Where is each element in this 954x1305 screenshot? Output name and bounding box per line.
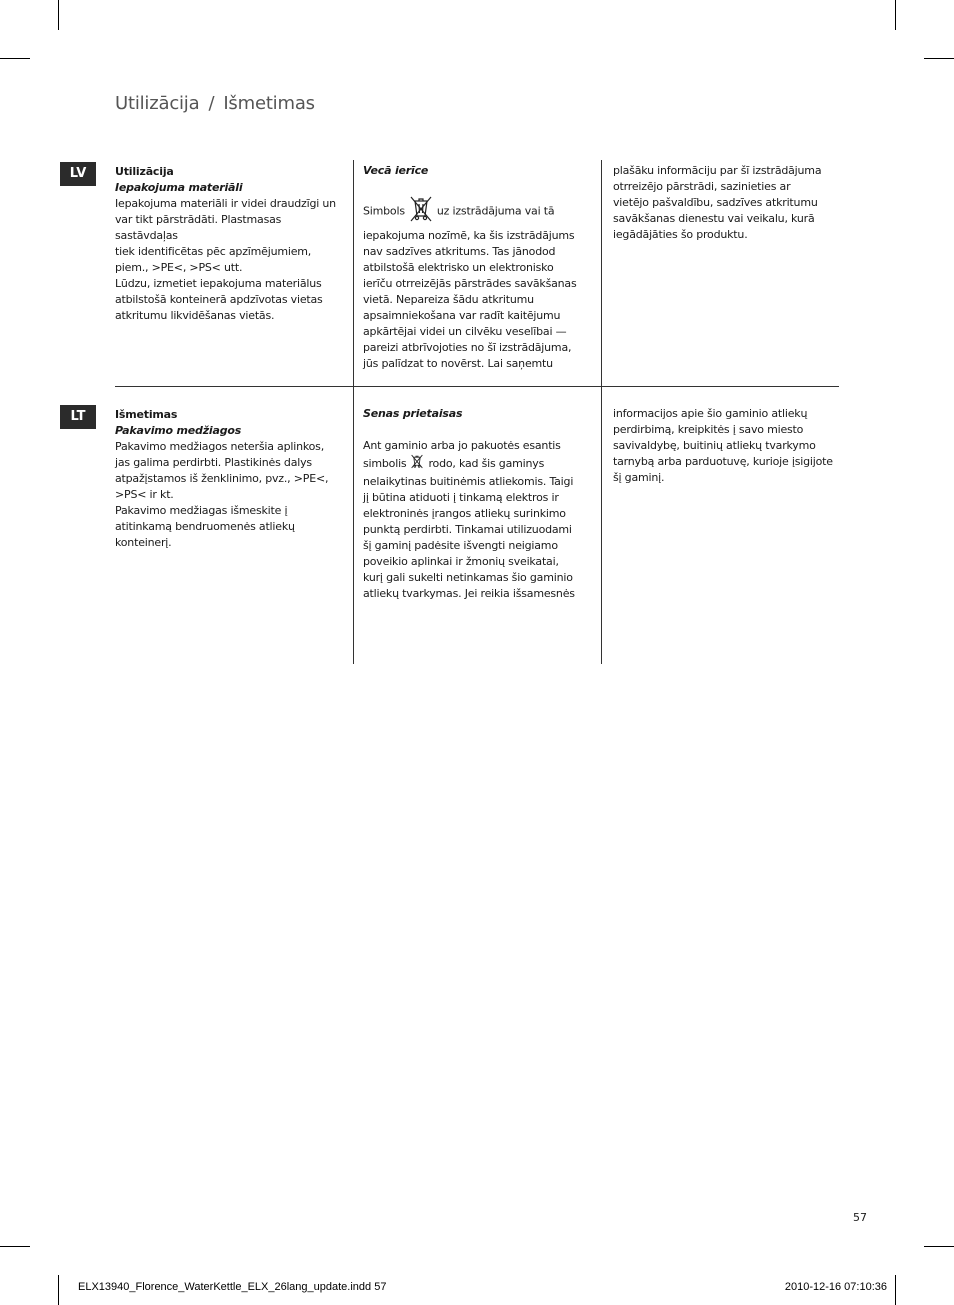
text-line: konteinerį. (115, 536, 172, 549)
section-heading: Išmetimas (115, 408, 178, 421)
crop-mark (924, 58, 954, 59)
crop-mark (58, 0, 59, 30)
symbol-line (363, 454, 591, 474)
crop-mark (0, 1246, 30, 1247)
crossed-bin-icon (410, 454, 424, 474)
text-line: kurį gali sukelti netinkamas šio gaminio (363, 571, 573, 584)
text-line: Ant gaminio arba jo pakuotės esantis (363, 439, 561, 452)
text-line: šį gaminį. (613, 471, 665, 484)
text-fragment: rodo, kad šis gaminys (428, 457, 545, 470)
text-line: atitinkamą bendruomenės atliekų (115, 520, 295, 533)
text-line: elektroninės įrangos atliekų surinkimo (363, 507, 566, 520)
column-divider (353, 160, 354, 386)
text-line: savākšanas dienestu vai veikalu, kurā (613, 212, 815, 225)
text-line: plašāku informāciju par šī izstrādājuma (613, 164, 822, 177)
text-line: apkārtējai videi un cilvēku veselībai — (363, 325, 567, 338)
text-line: informacijos apie šio gaminio atliekų (613, 407, 808, 420)
text-fragment: Simbols (363, 204, 405, 218)
page-number: 57 (853, 1211, 867, 1224)
text-line: poveikio aplinkai ir žmonių sveikatai, (363, 555, 559, 568)
text-line: Iepakojuma materiāli ir videi draudzīgi un (115, 197, 336, 210)
text-line: tiek identificētas pēc apzīmējumiem, (115, 245, 312, 258)
text-line: jį būtina atiduoti į tinkamą elektros ir (363, 491, 559, 504)
section-subheading: Pakavimo medžiagos (115, 424, 242, 437)
text-line: atkritumu likvidēšanas vietās. (115, 309, 275, 322)
text-line: >PS< ir kt. (115, 488, 174, 501)
text-line: punktą perdirbti. Tinkamai utilizuodami (363, 523, 572, 536)
section-subheading: Vecā ierīce (363, 164, 429, 177)
crossed-bin-icon (409, 195, 433, 228)
text-line: nelaikytinas buitinėmis atliekomis. Taigi (363, 475, 574, 488)
symbol-line (363, 195, 591, 228)
text-line: atbilstošā konteinerā apdzīvotas vietas (115, 293, 323, 306)
lt-column-2 (363, 406, 591, 602)
text-line: otrreizējo pārstrādi, sazinieties ar (613, 180, 791, 193)
lt-column-3 (613, 406, 841, 486)
text-line: jas galima perdirbti. Plastikinės dalys (115, 456, 312, 469)
text-line: atliekų tvarkymas. Jei reikia išsamesnės (363, 587, 575, 600)
crop-mark (895, 1275, 896, 1305)
column-divider (353, 387, 354, 664)
crop-mark (0, 58, 30, 59)
text-line: ierīču otrreizējās pārstrādes savākšanas (363, 277, 577, 290)
text-line: apsaimniekošana var radīt kaitējumu (363, 309, 561, 322)
text-line: savivaldybę, buitinių atliekų tvarkymo (613, 439, 816, 452)
text-line: vietā. Nepareiza šādu atkritumu (363, 293, 534, 306)
crop-mark (895, 0, 896, 30)
title-left: Utilizācija (115, 93, 200, 114)
text-line: piem., >PE<, >PS< utt. (115, 261, 243, 274)
text-line: perdirbimą, kreipkitės į savo miesto (613, 423, 804, 436)
title-separator: / (208, 93, 215, 114)
language-badge-lv: LV (60, 162, 96, 186)
language-badge-lt: LT (60, 405, 96, 429)
text-line: Pakavimo medžiagas išmeskite į (115, 504, 288, 517)
lt-column-1 (115, 407, 343, 551)
text-line: var tikt pārstrādāti. Plastmasas sastāvdaļas (115, 213, 282, 242)
text-line: šį gaminį padėsite išvengti neigiamo (363, 539, 558, 552)
lv-column-2 (363, 163, 591, 372)
footer-filename: ELX13940_Florence_WaterKettle_ELX_26lang_update.indd 57 (78, 1281, 387, 1293)
section-subheading: Senas prietaisas (363, 407, 463, 420)
section-subheading: Iepakojuma materiāli (115, 181, 243, 194)
text-fragment: simbolis (363, 457, 407, 470)
section-divider (115, 386, 839, 387)
text-line: jūs palīdzat to novērst. Lai saņemtu (363, 357, 553, 370)
text-line: nav sadzīves atkritums. Tas jānodod (363, 245, 556, 258)
text-line: pareizi atbrīvojoties no šī izstrādājuma, (363, 341, 572, 354)
crop-mark (58, 1275, 59, 1305)
text-line: atpažįstamos iš ženklinimo, pvz., >PE<, (115, 472, 329, 485)
column-divider (601, 387, 602, 664)
text-line: iepakojuma nozīmē, ka šis izstrādājums (363, 229, 575, 242)
text-line: Pakavimo medžiagos neteršia aplinkos, (115, 440, 324, 453)
title-right: Išmetimas (223, 93, 315, 114)
lv-column-3 (613, 163, 841, 243)
column-divider (601, 160, 602, 386)
section-heading: Utilizācija (115, 165, 174, 178)
crop-mark (924, 1246, 954, 1247)
page-title (115, 93, 315, 114)
text-fragment: uz izstrādājuma vai tā (436, 204, 555, 218)
text-line: iegādājāties šo produktu. (613, 228, 748, 241)
text-line: tarnybą arba parduotuvę, kurioje įsigijote (613, 455, 833, 468)
lv-column-1 (115, 164, 343, 324)
text-line: Lūdzu, izmetiet iepakojuma materiālus (115, 277, 322, 290)
text-line: vietējo pašvaldību, sadzīves atkritumu (613, 196, 818, 209)
text-line: atbilstošā elektrisko un elektronisko (363, 261, 554, 274)
footer-timestamp: 2010-12-16 07:10:36 (784, 1281, 887, 1293)
